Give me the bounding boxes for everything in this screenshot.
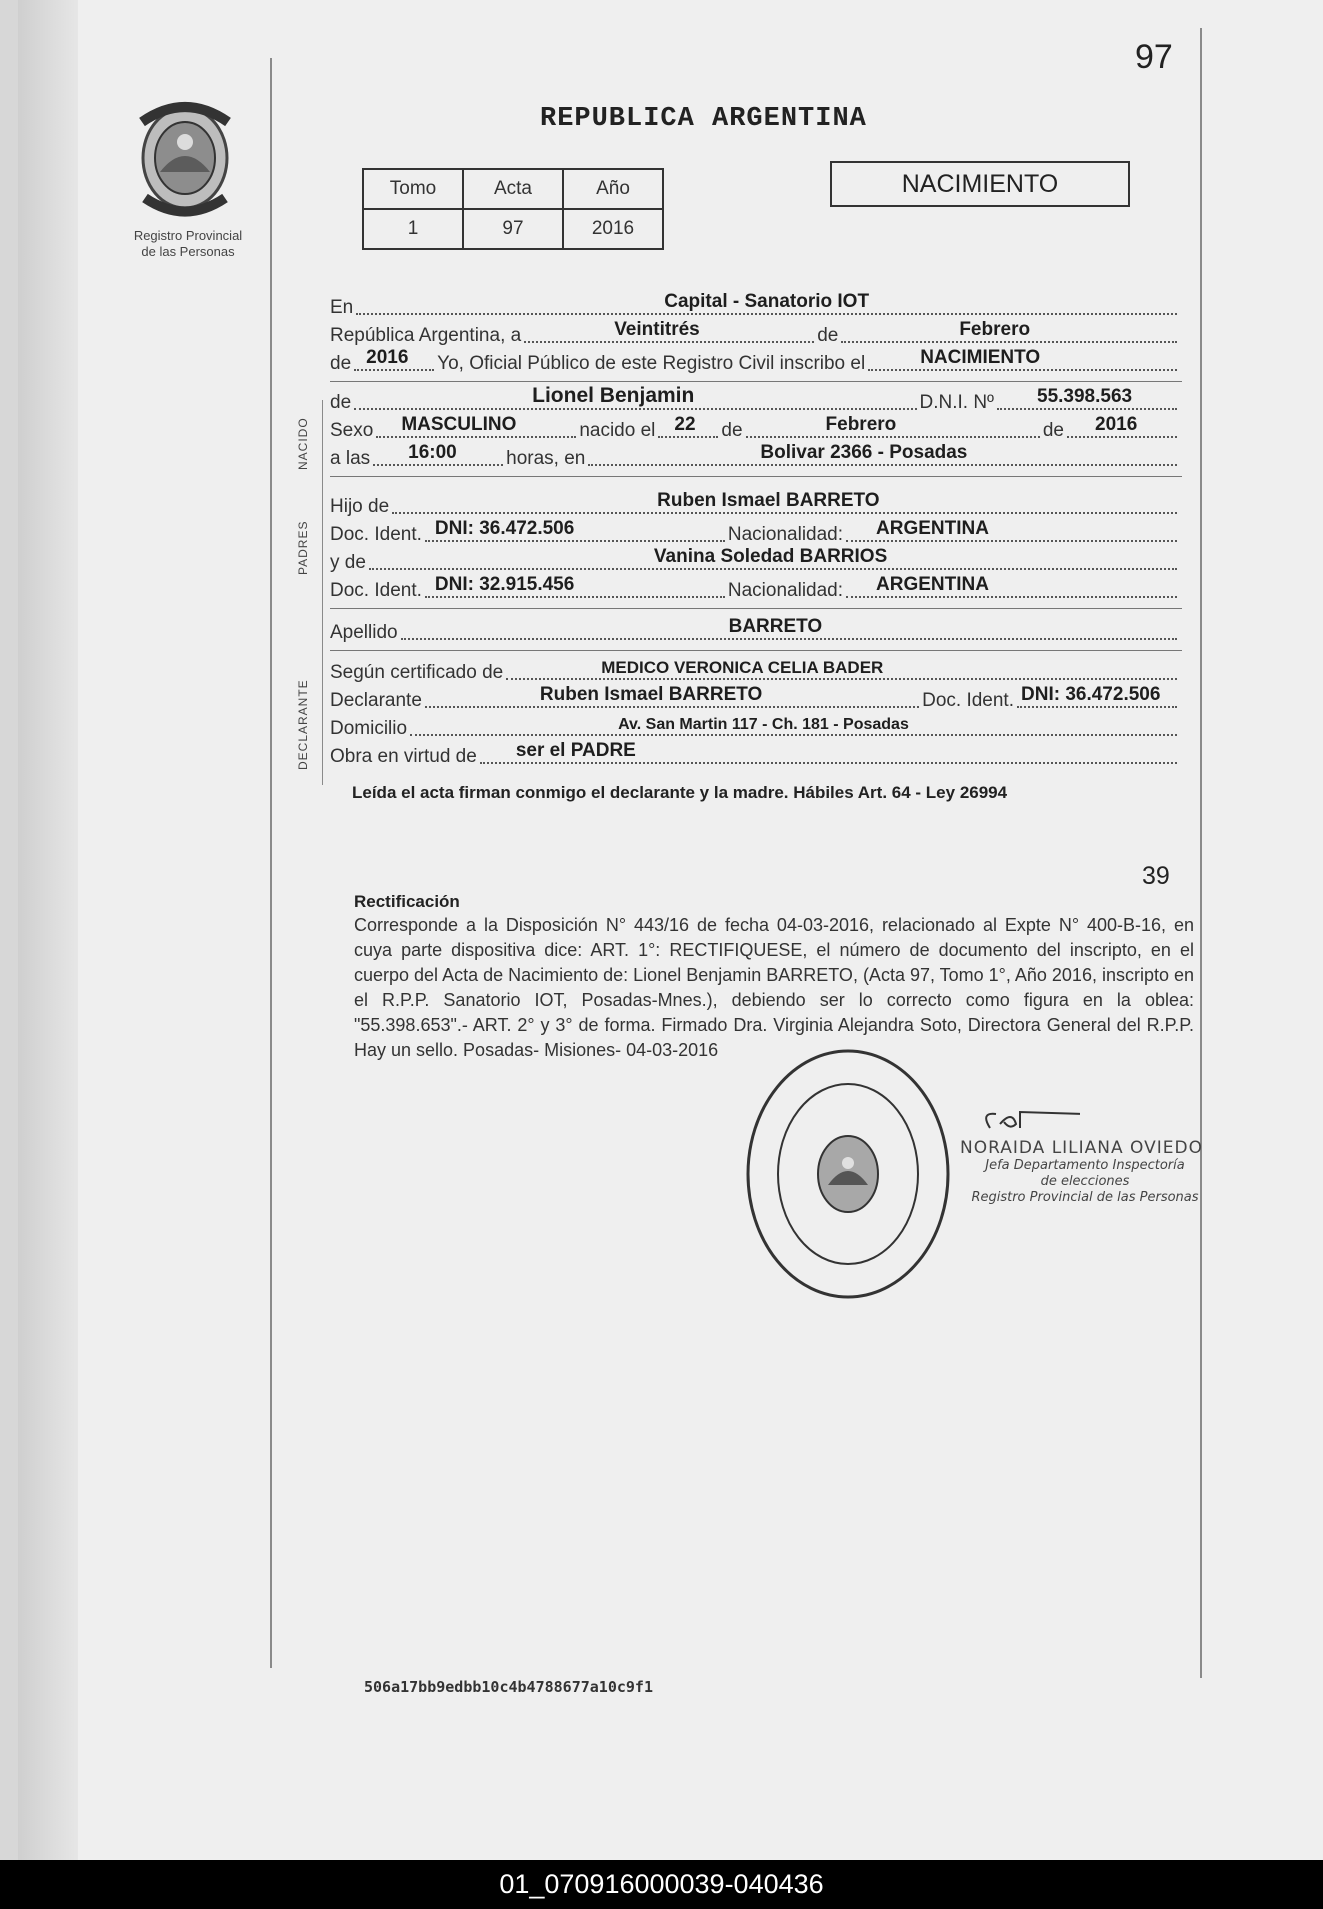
row-apellido [330,616,1180,644]
de2-label: de [330,353,352,374]
provincia-misiones-seal-icon [130,100,240,220]
closing-note: Leída el acta firman conmigo el declarante y la madre. Hábiles Art. 64 - Ley 26994 [352,783,1008,802]
margin-number: 39 [1142,862,1170,890]
nac-anio: 2016 [1095,414,1138,435]
separator [330,608,1182,609]
separator [330,476,1182,477]
row-certificado [330,658,1180,684]
obra-label: Obra en virtud de [330,746,477,767]
obra: ser el PADRE [515,740,636,761]
section-margin-line [322,400,323,785]
logo-caption-line2: de las Personas [141,244,235,259]
hora: 16:00 [408,442,457,463]
ref-header-anio: Año [563,169,663,209]
de4-label: de [721,420,743,441]
alas-label: a las [330,448,371,469]
separator [330,650,1182,651]
declarante: Ruben Ismael BARRETO [539,684,763,705]
rectificacion-title: Rectificación [354,892,460,911]
row-declarante [330,684,1180,712]
yde-label: y de [330,552,366,573]
domicilio: Av. San Martin 117 - Ch. 181 - Posadas [618,716,909,733]
nombre: Lionel Benjamin [532,384,695,407]
side-label-padres: PADRES [296,520,310,575]
left-margin-line [270,58,272,1668]
row-madre-doc [330,574,1180,602]
padre-nac: ARGENTINA [876,518,989,539]
dia-letras: Veintitrés [614,319,700,340]
signer-name: NORAIDA LILIANA OVIEDO [960,1138,1203,1158]
padre-nac-label: Nacionalidad: [727,524,844,545]
row-en [330,291,1180,319]
row-sexo [330,414,1180,442]
decl-doc: DNI: 36.472.506 [1021,684,1161,705]
ref-header-tomo: Tomo [363,169,463,209]
nac-dia: 22 [674,414,696,435]
sexo-label: Sexo [330,420,374,441]
separator [330,381,1182,382]
hijo-label: Hijo de [330,496,390,517]
decl-doc-label: Doc. Ident. [922,690,1014,711]
logo-caption-line1: Registro Provincial [133,228,243,243]
mes: Febrero [959,319,1031,340]
ministry-stamp-icon [742,1045,954,1303]
padre-doc-label: Doc. Ident. [330,524,422,545]
en-value: Capital - Sanatorio IOT [664,291,870,312]
ref-value-acta: 97 [463,209,563,249]
act-type-box: NACIMIENTO [830,161,1130,207]
lugar: Bolivar 2366 - Posadas [760,442,968,463]
anio: 2016 [366,347,409,368]
madre: Vanina Soledad BARRIOS [653,546,888,567]
rectificacion-body: Corresponde a la Disposición N° 443/16 de fecha 04-03-2016, relacionado al Expte N° 400-B-16, en cuya parte dispositiva dice: ART. 1°: RECTIFIQUESE, el número de documento del inscripto, en el cuerpo del Acta de Nacimiento de: Lionel Benjamin BARRETO, (Acta 97, Tomo 1°, Año 2016, inscripto en el R.P.P. Sanatorio IOT, Posadas-Mnes.), debiendo ser lo correcto como figura en la oblea: "55.398.653".- ART. 2° y 3° de forma. Firmado Dra. Virginia Alejandra Soto, Directora General del R.P.P. Hay un sello. Posadas- Misiones- 04-03-2016 [354,915,1195,1060]
madre-nac: ARGENTINA [876,574,989,595]
republica-label: República Argentina, a [330,325,522,346]
ref-value-tomo: 1 [363,209,463,249]
domicilio-label: Domicilio [330,718,408,739]
nacido-label: nacido el [579,420,656,441]
certificado: MEDICO VERONICA CELIA BADER [601,658,884,677]
ref-header-acta: Acta [463,169,563,209]
dni-label: D.N.I. Nº [919,392,994,413]
padre: Ruben Ismael BARRETO [657,490,880,511]
signer-role-line1: Jefa Departamento Inspectoría [985,1158,1185,1173]
right-margin-line [1200,28,1202,1678]
declarante-label: Declarante [330,690,422,711]
document-hash: 506a17bb9edbb10c4b4788677a10c9f1 [364,1678,653,1696]
document-title: REPUBLICA ARGENTINA [540,104,867,134]
signer-role-line2: de elecciones [1040,1174,1130,1189]
dni: 55.398.563 [1037,386,1133,407]
madre-nac-label: Nacionalidad: [727,580,844,601]
reference-table [362,168,664,250]
madre-doc: DNI: 32.915.456 [434,574,575,595]
padre-doc: DNI: 36.472.506 [434,518,575,539]
row-nombre [330,384,1180,414]
row-domicilio [330,718,1180,740]
signature-block [960,1108,1210,1206]
row-obra [330,740,1180,768]
signature-scribble-icon [960,1108,1080,1134]
sexo: MASCULINO [401,414,517,435]
de-label: de [817,325,839,346]
horas-label: horas, en [506,448,586,469]
row-hora [330,442,1180,470]
footer-id-bar: 01_070916000039-040436 [0,1860,1323,1909]
apellido: BARRETO [728,616,823,637]
de3-label: de [330,392,352,413]
row-padre-doc [330,518,1180,546]
inscribo: NACIMIENTO [920,347,1041,368]
side-label-nacido: NACIDO [296,417,310,470]
ref-value-anio: 2016 [563,209,663,249]
row-fecha [330,319,1180,347]
nac-mes: Febrero [825,414,897,435]
en-label: En [330,297,354,318]
row-anio [330,347,1180,375]
de5-label: de [1042,420,1064,441]
row-madre [330,546,1180,574]
signer-role-line3: Registro Provincial de las Personas [971,1190,1199,1205]
certificado-label: Según certificado de [330,662,504,683]
logo-caption [118,228,258,260]
madre-doc-label: Doc. Ident. [330,580,422,601]
page-number: 97 [1135,38,1173,76]
page-edge-shadow [18,0,78,1860]
side-label-declarante: DECLARANTE [296,679,310,770]
apellido-label: Apellido [330,622,398,643]
row-padre [330,490,1180,518]
oficial-text: Yo, Oficial Público de este Registro Civil inscribo el [437,353,866,374]
